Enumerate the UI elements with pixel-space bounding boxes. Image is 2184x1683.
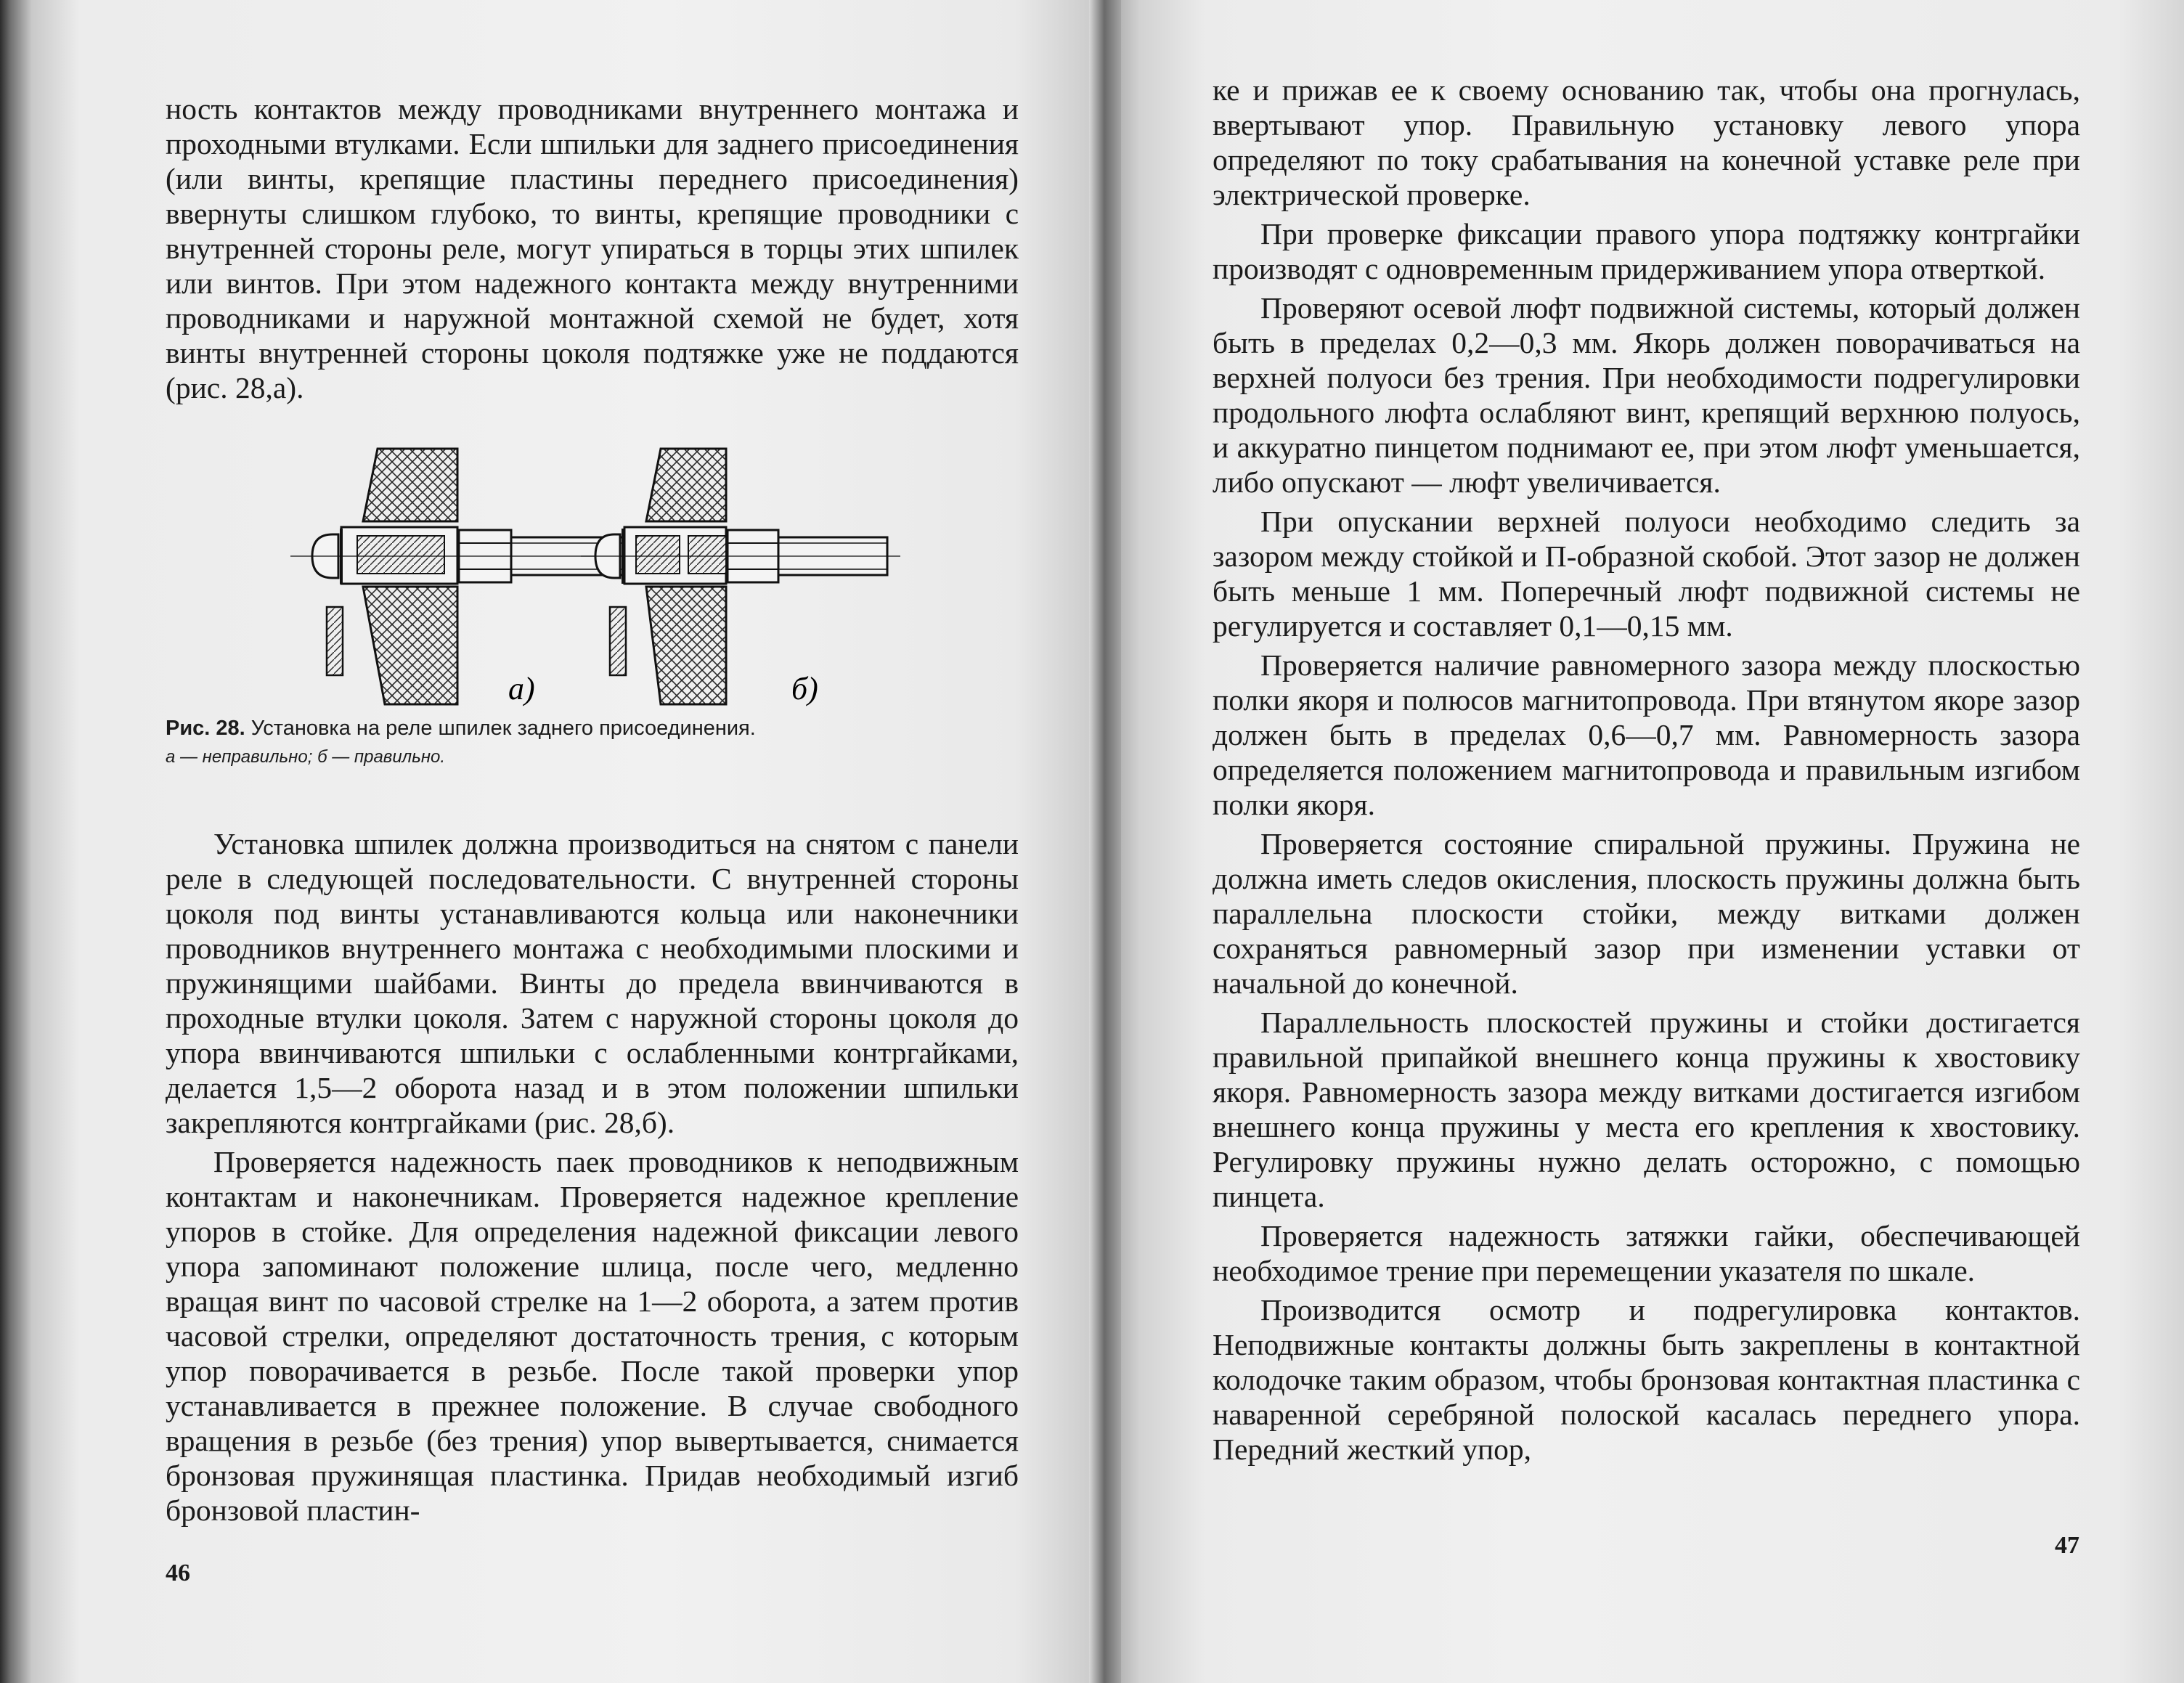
figure-label-a: а)	[508, 671, 535, 706]
paragraph: Проверяется надежность паек проводников к неподвижным контактам и наконечникам. Проверяется надежное крепление упоров в стойке. Для определения надежной фиксации левого упора запоминают положение шлица, после чего, медленно вращая винт по часовой стрелке на 1—2 оборота, а затем против часовой стрелки, определяют достаточность трения, с которым упор поворачивается в резьбе. После такой проверки упор устанавливается в прежнее положение. В случае свободного вращения в резьбе (без трения) упор вывертывается, снимается бронзовая пружинящая пластинка. Придав необходимый изгиб бронзовой пластин-	[166, 1145, 1019, 1527]
paragraph: Параллельность плоскостей пружины и стойки достигается правильной припайкой внешнего конца пружины к хвостовику якоря. Равномерность зазора между витками достигается изгибом внешнего конца пружины у места его крепления к хвостовику. Регулировку пружины нужно делать осторожно, с помощью пинцета.	[1213, 1006, 2080, 1213]
left-text-top	[166, 91, 1019, 409]
page-number-right: 47	[2055, 1532, 2079, 1559]
figure-caption	[166, 715, 1030, 769]
paragraph: При опускании верхней полуоси необходимо следить за зазором между стойкой и П-образной скобой. Этот зазор не должен быть меньше 1 мм. Поперечный люфт подвижной системы не регулируется и составляет 0,1—0,15 мм.	[1213, 505, 2080, 643]
diagram-variant-b	[581, 449, 900, 704]
paragraph: Проверяется наличие равномерного зазора между плоскостью полки якоря и полюсов магнитопровода. При втянутом якоре зазор должен быть в пределах 0,6—0,7 мм. Равномерность зазора определяется положением магнитопровода и правильным изгибом полки якоря.	[1213, 648, 2080, 821]
right-page	[1104, 0, 2184, 1683]
paragraph: Проверяется надежность затяжки гайки, обеспечивающей необходимое трение при перемещении указателя по шкале.	[1213, 1219, 2080, 1287]
paragraph: ке и прижав ее к своему основанию так, чтобы она прогнулась, ввертывают упор. Правильную установку левого упора определяют по току срабатывания на конечной уставке реле при электрической проверке.	[1213, 73, 2080, 211]
paragraph: ность контактов между проводниками внутреннего монтажа и проходными втулками. Если шпильки для заднего присоединения (или винты, крепящие пластины переднего присоединения) ввернуты слишком глубоко, то винты, крепящие проводники с внутренней стороны реле, могут упираться в торцы этих шпилек или винтов. При этом надежного контакта между внутренними проводниками и наружной монтажной схемой не будет, хотя винты внутренней стороны цоколя подтяжке уже не поддаются (рис. 28,а).	[166, 92, 1019, 404]
caption-legend: а — неправильно; б — правильно.	[166, 747, 446, 767]
left-text-bottom	[166, 826, 1019, 1532]
paragraph: Проверяют осевой люфт подвижной системы, который должен быть в пределах 0,2—0,3 мм. Якорь должен поворачиваться на верхней полуоси без трения. При необходимости подрегулировки продольного люфта ослабляют винт, крепящий верхнюю полуось, и аккуратно пинцетом поднимают ее, при этом люфт уменьшается, либо опускают — люфт увеличивается.	[1213, 291, 2080, 499]
paragraph: При проверке фиксации правого упора подтяжку контргайки производят с одновременным придерживанием упора отверткой.	[1213, 217, 2080, 285]
caption-title: Установка на реле шпилек заднего присоединения.	[250, 717, 756, 740]
figure-28	[290, 441, 908, 717]
paragraph: Производится осмотр и подрегулировка контактов. Неподвижные контакты должны быть закреплены в контактной колодочке таким образом, чтобы бронзовая контактная пластинка с наваренной серебряной полоской касалась переднего упора. Передний жесткий упор,	[1213, 1293, 2080, 1466]
page-number-left: 46	[166, 1560, 190, 1586]
book-gutter	[1089, 0, 1121, 1683]
caption-number: Рис. 28.	[166, 717, 245, 740]
paragraph: Установка шпилек должна производиться на снятом с панели реле в следующей последовательности. С внутренней стороны цоколя под винты устанавливаются кольца или наконечники проводников внутреннего монтажа с необходимыми плоскими и пружинящими шайбами. Винты до предела ввинчиваются в проходные втулки цоколя. Затем с наружной стороны цоколя до упора ввинчиваются шпильки с ослабленными контргайками, делается 1,5—2 оборота назад и в этом положении шпильки закрепляются контргайками (рис. 28,б).	[166, 827, 1019, 1139]
stud-installation-diagram	[290, 441, 908, 717]
figure-label-b: б)	[791, 671, 818, 706]
paragraph: Проверяется состояние спиральной пружины. Пружина не должна иметь следов окисления, плоскость пружины должна быть параллельна плоскости стойки, между витками должен сохраняться равномерный зазор при изменении уставки от начальной до конечной.	[1213, 827, 2080, 1000]
right-text	[1213, 73, 2080, 1471]
